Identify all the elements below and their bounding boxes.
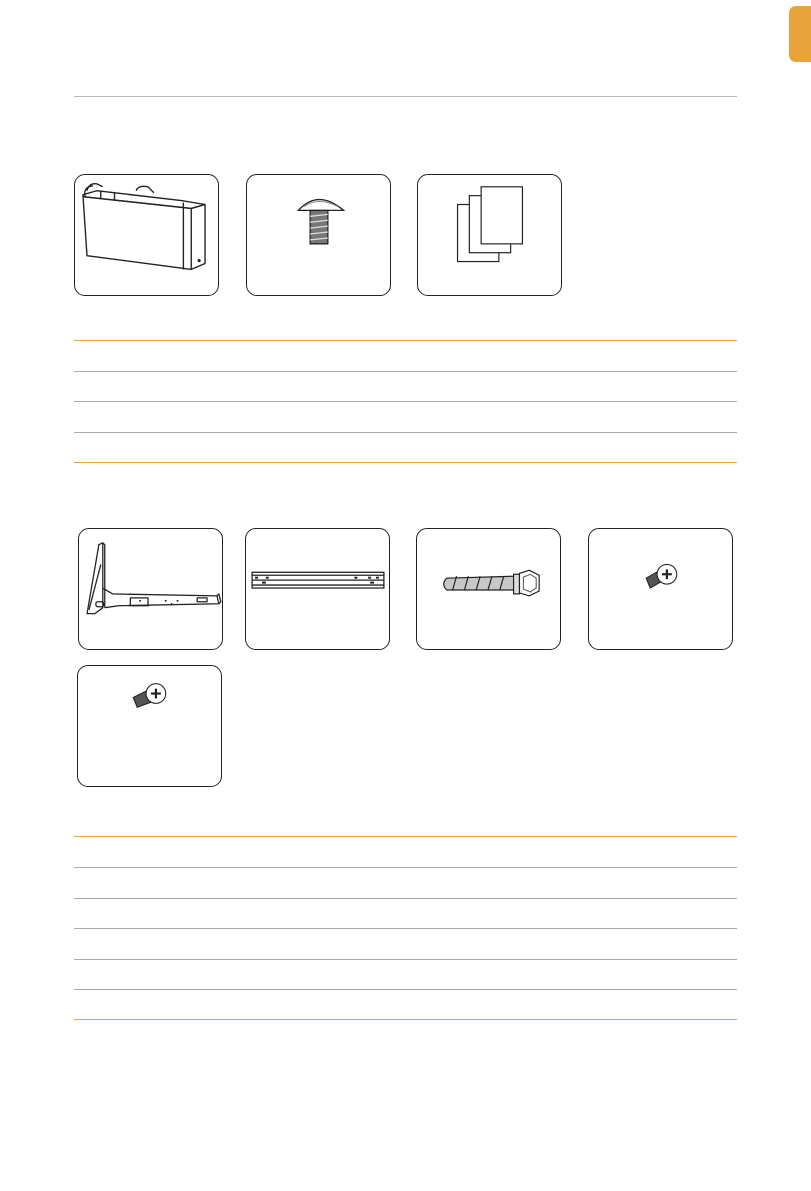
table-row-divider — [74, 432, 737, 433]
battery-item-card — [74, 174, 219, 296]
table-row-divider — [74, 898, 737, 899]
table-top-rule — [74, 836, 737, 837]
page-tab — [789, 6, 811, 62]
wall-bracket-icon — [79, 529, 222, 649]
table-row-divider — [74, 959, 737, 960]
small-screw-icon — [78, 666, 221, 786]
screw-item-card — [246, 174, 391, 296]
expansion-bolt-icon — [417, 529, 560, 649]
documents-icon — [418, 175, 561, 295]
documents-item-card — [417, 174, 562, 296]
table-row-divider — [74, 371, 737, 372]
table-row-divider — [74, 401, 737, 402]
table-bottom-rule — [74, 462, 737, 463]
table-top-rule — [74, 340, 737, 341]
small-screw-item-card — [588, 528, 733, 650]
table-bottom-rule — [74, 1019, 737, 1020]
small-screw-item-card — [77, 665, 222, 787]
table-row-divider — [74, 867, 737, 868]
table-row-divider — [74, 989, 737, 990]
bolt-item-card — [416, 528, 561, 650]
bracket-item-card — [78, 528, 223, 650]
mounting-rail-icon — [246, 529, 389, 649]
screw-icon — [247, 175, 390, 295]
table-row-divider — [74, 928, 737, 929]
battery-module-icon — [75, 175, 218, 295]
small-screw-icon — [589, 529, 732, 649]
rail-item-card — [245, 528, 390, 650]
header-rule — [74, 96, 737, 97]
